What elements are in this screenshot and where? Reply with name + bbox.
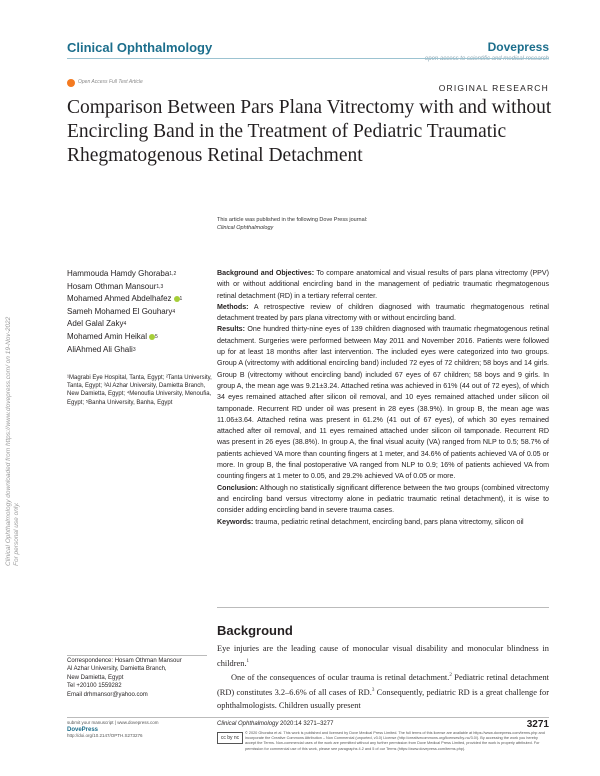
author-affiliation-ref: 4: [172, 308, 176, 315]
download-watermark-line1: Clinical Ophthalmology downloaded from https://www.dovepress.com/ on 19-Nov-2022: [5, 316, 12, 566]
section-heading-background: Background: [217, 623, 293, 638]
author-item[interactable]: [67, 344, 217, 357]
footer-divider: [67, 717, 549, 718]
author-item[interactable]: [67, 281, 217, 294]
body-paragraph: [217, 670, 549, 712]
author-affiliation-ref: 3: [132, 346, 136, 353]
author-item[interactable]: [67, 293, 217, 306]
body-paragraph-text: Pediatric retinal detachment (RD) constitutes 3.2–6.6% of all cases of RD.: [217, 673, 549, 697]
body-paragraph: [217, 643, 549, 670]
publisher-tagline: open access to scientific and medical research: [424, 56, 549, 62]
author-item[interactable]: [67, 318, 217, 331]
author-item[interactable]: [67, 306, 217, 319]
publisher-logo[interactable]: Dovepress: [487, 40, 549, 54]
article-title: Comparison Between Pars Plana Vitrectomy with and without Encircling Band in the Treatment of Pediatric Traumatic Rhegmatogenous Retinal Detachment: [67, 97, 552, 166]
open-access-label: Open Access Full Text Article: [78, 79, 143, 85]
abstract-conclusion-text: Although no statistically significant difference between the two groups (combined vitrectomy and encircling band versus vitrectomy alone in pediatric traumatic retinal detachment), it is wise to consider adding encircling band in severe trauma cases.: [217, 483, 549, 515]
footer-citation: [217, 721, 333, 727]
abstract-results: [217, 324, 549, 482]
author-affiliation-ref: 1,2: [169, 271, 177, 277]
abstract-results-text: One hundred thirty-nine eyes of 139 children diagnosed with traumatic rhegmatogenous retinal detachment. Surgeries were performed between May 2011 and November 2016. Patients were followed up for at least 18 months after last intervention. The included eyes were categorized into two groups. Group A (vitrectomy with additional encircling band) included 72 eyes of 72 children; 58 boys and 14 girls. Group B (vitrectomy without encircling band) included 67 eyes of 67 children; 58 boys and 9 girls. In group A, the mean age was 9.21±3.24. Attached retina was achieved in 61% (44 out of 72 eyes), of which 34 eyes remained attached after silicon oil removal, and 10 eyes remained attached under silicon oil tamponade. Recurrent RD under oil was present in 28 eyes (38.9%). In group B, the mean age was 11.06±3.64. Attached retina was present in 61.2% (41 out of 67 eyes), of which 30 eyes remained attached after oil removal, and 11 eyes remained attached under silicon oil tamponade. Recurrent RD was present in 26 eyes (38.8%). In group A, the final visual acuity (VA) ranged from NLP to 0.5; 58.7% of patients achieved VA more than counting fingers at 1 meter, and 34.6% of patients achieved VA of 0.05 or more. In group B, the final postoperative VA ranged from NLP to 0.9; 16% of patients achieved VA from counting fingers at 1 meter to 0.05, and 29.2% achieved VA of 0.05 or more.: [217, 325, 549, 481]
abstract: [217, 268, 549, 528]
open-access-icon: [67, 79, 75, 87]
author-affiliation-ref: 4: [123, 321, 127, 328]
author-name: Mohamed Amin Heikal: [67, 331, 148, 341]
abstract-keywords-text: trauma, pediatric retinal detachment, encircling band, pars plana vitrectomy, silicon oil: [255, 517, 524, 526]
download-watermark: [5, 186, 23, 566]
publication-note-journal[interactable]: Clinical Ophthalmology: [217, 225, 274, 231]
body-paragraph-text: Consequently, pediatric RD is a great challenge for ophthalmologists. Children usually present: [217, 687, 549, 710]
body-text: [217, 643, 549, 712]
correspondence-label: Correspondence: Hosam Othman Mansour: [67, 658, 182, 664]
citation-ref[interactable]: 2: [449, 673, 452, 679]
abstract-results-label: Results:: [217, 325, 245, 334]
author-affiliation-ref: 1,3: [156, 283, 164, 290]
correspondence-address: Al Azhar University, Damietta Branch,: [67, 666, 167, 673]
creative-commons-icon[interactable]: cc by nc: [217, 732, 243, 744]
footer-journal-name: Clinical Ophthalmology: [217, 721, 279, 727]
author-affiliation-ref: 1: [179, 296, 183, 303]
correspondence-address: New Damietta, Egypt: [67, 674, 124, 681]
page-number: 3271: [526, 719, 549, 730]
correspondence-email[interactable]: Email drhmansor@yahoo.com: [67, 691, 148, 698]
article-section: ORIGINAL RESEARCH: [438, 83, 549, 93]
author-affiliation-ref: 5: [155, 333, 158, 340]
abstract-conclusion-label: Conclusion:: [217, 483, 258, 492]
footer-volume-pages: 2020:14 3271–3277: [278, 721, 334, 727]
author-list: [67, 268, 217, 356]
author-name: Hosam Othman Mansour: [67, 281, 157, 291]
abstract-conclusion: [217, 483, 549, 517]
body-paragraph-text: One of the consequences of ocular trauma is retinal detachment.: [231, 673, 450, 683]
abstract-background: [217, 268, 549, 302]
submit-manuscript-link[interactable]: submit your manuscript | www.dovepress.com: [67, 720, 159, 725]
publication-note: [217, 216, 367, 232]
correspondence-divider: [67, 655, 207, 656]
affiliations: ¹Magrabi Eye Hospital, Tanta, Egypt; ²Tanta University, Tanta, Egypt; ³Al Azhar University, Damietta Branch, New Damietta, Egypt; ⁴Menoufia University, Menoufia, Egypt; ⁵Banha University, Banha, Egypt: [67, 375, 212, 406]
citation-ref[interactable]: 1: [246, 658, 250, 664]
abstract-keywords-label: Keywords:: [217, 517, 254, 526]
correspondence-tel: Tel +20100 1559282: [67, 683, 122, 690]
abstract-divider: [217, 607, 549, 608]
download-watermark-line2: For personal use only.: [13, 502, 20, 566]
license-text: © 2020 Ghoraba et al. This work is published and licensed by Dove Medical Press Limited. The full terms of this license are available at https://www.dovepress.com/terms.php and incorporate the Creative Commons Attribution – Non Commercial (unported, v3.0) License (http://creativecommons.org/licenses/by-nc/3.0/). By accessing the work you hereby accept the Terms. Non-commercial uses of the work are permitted without any further permission from Dove Medical Press Limited, provided the work is properly attributed. For permission for commercial use of this work, please see paragraphs 4.2 and 5 of our Terms (https://www.dovepress.com/terms.php).: [245, 731, 545, 751]
author-name: Sameh Mohamed El Gouhary: [67, 306, 173, 316]
author-name: Hammouda Hamdy Ghoraba: [67, 269, 170, 278]
author-name: Mohamed Ahmed Abdelhafez: [67, 294, 172, 304]
correspondence: [67, 657, 207, 699]
abstract-methods-label: Methods:: [217, 302, 249, 311]
abstract-background-text: To compare anatomical and visual results of pars plana vitrectomy (PPV) with or without additional encircling band in the management of pediatric traumatic rhegmatogenous retinal detachment (RD) in a tertiary referral center.: [217, 269, 549, 300]
author-item[interactable]: [67, 268, 217, 281]
publication-note-text: This article was published in the following Dove Press journal:: [217, 217, 368, 223]
citation-ref[interactable]: 3: [371, 687, 375, 693]
dovepress-logo[interactable]: DovePress: [67, 726, 99, 733]
journal-name: Clinical Ophthalmology: [67, 40, 213, 55]
abstract-methods: [217, 302, 549, 325]
abstract-methods-text: A retrospective review of children diagnosed with traumatic rhegmatogenous retinal detachment treated by pars plana vitrectomy with or without encircling band.: [217, 302, 549, 323]
author-item[interactable]: [67, 331, 217, 344]
abstract-background-label: Background and Objectives:: [217, 269, 315, 277]
author-name: AliAhmed Ali Ghali: [67, 344, 133, 354]
abstract-keywords: [217, 517, 549, 528]
doi-link[interactable]: http://doi.org/10.2147/OPTH.S273276: [67, 733, 143, 738]
footer-submit: [67, 720, 158, 740]
author-name: Adel Galal Zaky: [67, 319, 124, 329]
header-divider: [67, 58, 549, 59]
body-paragraph-text: Eye injuries are the leading cause of monocular visual disability and monocular blindness in children.: [217, 644, 549, 668]
